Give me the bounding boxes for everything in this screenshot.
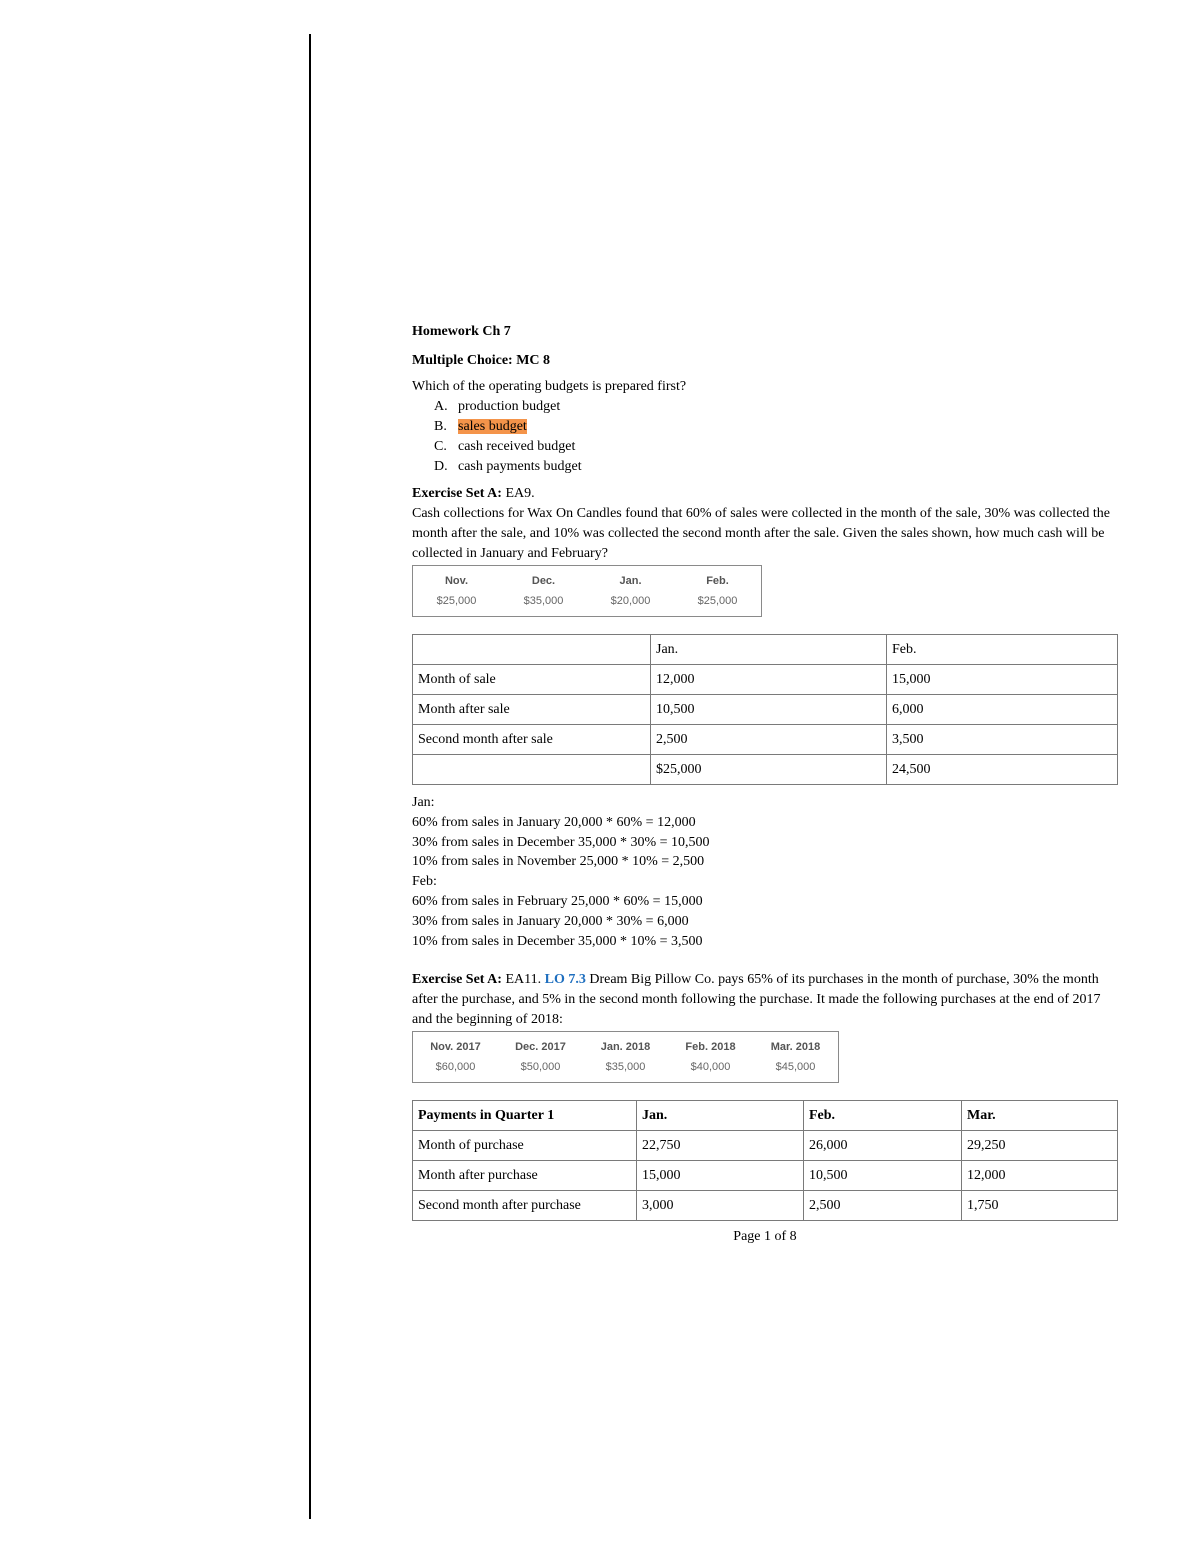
lo-link[interactable]: LO 7.3: [544, 972, 586, 988]
sales-header: Dec.: [531, 575, 556, 587]
table-row: Month after sale 10,500 6,000: [413, 695, 1118, 725]
purchase-value: $50,000: [520, 1061, 561, 1074]
sales-value: $20,000: [610, 595, 651, 607]
sales-header: Feb.: [706, 575, 729, 587]
ea11-paragraph: [412, 970, 1118, 1030]
table-row: Jan. Feb.: [413, 635, 1118, 665]
purchase-header: Mar. 2018: [770, 1041, 821, 1054]
ea9-collections-table: [412, 634, 1118, 785]
ea9-code: EA9.: [505, 486, 535, 501]
ea11-code: EA11.: [505, 972, 542, 988]
ea11-label: Exercise Set A:: [412, 972, 502, 988]
mc-heading: Multiple Choice: MC 8: [412, 353, 551, 368]
option-d[interactable]: D. cash payments budget: [434, 459, 582, 474]
table-row: Payments in Quarter 1 Jan. Feb. Mar.: [413, 1101, 1118, 1131]
page-margin-line: [309, 34, 311, 1519]
sales-value: $35,000: [523, 595, 564, 607]
purchase-header: Dec. 2017: [515, 1041, 566, 1054]
ea9-sales-image: [412, 565, 762, 617]
sales-value: $25,000: [697, 595, 738, 607]
sales-header: Nov.: [444, 575, 469, 587]
mc-options: [412, 397, 1118, 477]
table-row: Month of purchase 22,750 26,000 29,250: [413, 1131, 1118, 1161]
page-number: Page 1 of 8: [733, 1229, 797, 1244]
purchase-value: $35,000: [605, 1061, 646, 1074]
table-row: Second month after purchase 3,000 2,500 1,750: [413, 1191, 1118, 1221]
document-body: [412, 322, 1118, 1221]
purchase-header: Jan. 2018: [600, 1041, 651, 1054]
purchase-value: $60,000: [435, 1061, 476, 1074]
ea9-paragraph: [412, 484, 1118, 564]
purchase-header: Feb. 2018: [685, 1041, 736, 1054]
purchase-value: $40,000: [690, 1061, 731, 1074]
ea11-purchases-image: [412, 1031, 839, 1083]
option-text: cash received budget: [458, 439, 576, 454]
purchase-value: $45,000: [775, 1061, 816, 1074]
option-a[interactable]: A. production budget: [434, 399, 561, 414]
option-c[interactable]: C. cash received budget: [434, 439, 576, 454]
table-row: Month after purchase 15,000 10,500 12,000: [413, 1161, 1118, 1191]
table-row: Month of sale 12,000 15,000: [413, 665, 1118, 695]
option-b[interactable]: B. sales budget: [434, 419, 527, 434]
table-row: Second month after sale 2,500 3,500: [413, 725, 1118, 755]
mc-question: Which of the operating budgets is prepared first?: [412, 379, 687, 394]
sales-header: Jan.: [619, 575, 642, 587]
sales-value: $25,000: [436, 595, 477, 607]
ea9-text: Cash collections for Wax On Candles found that 60% of sales were collected in the month of the sale, 30% was collected the month after the sale, and 10% was collected the second month after the sale. Given the sales shown, how much cash will be collected in January and February?: [412, 506, 1111, 561]
ea11-text: Dream Big Pillow Co. pays 65% of its purchases in the month of purchase, 30% the month after the purchase, and 5% in the second month following the purchase. It made the following purchases at the end of 2017 and the beginning of 2018:: [412, 972, 1101, 1028]
purchase-header: Nov. 2017: [430, 1041, 481, 1054]
option-text: production budget: [458, 399, 561, 414]
ea11-payments-table: [412, 1100, 1118, 1221]
table-row: $25,000 24,500: [413, 755, 1118, 785]
ea9-calculations: Jan: 60% from sales in January 20,000 * 60% = 12,000 30% from sales in December 35,000 * 30% = 10,500 10% from sales in November 25,000 * 10% = 2,500 Feb: 60% from sales in February 25,000 * 60% = 15,000 30% from sales in January 20,000 * 30% = 6,000 10% from sales in December 35,000 * 10% = 3,500: [412, 795, 710, 949]
doc-title: Homework Ch 7: [412, 324, 511, 339]
ea9-label: Exercise Set A:: [412, 486, 502, 501]
option-text-highlighted: sales budget: [458, 419, 527, 434]
option-text: cash payments budget: [458, 459, 582, 474]
